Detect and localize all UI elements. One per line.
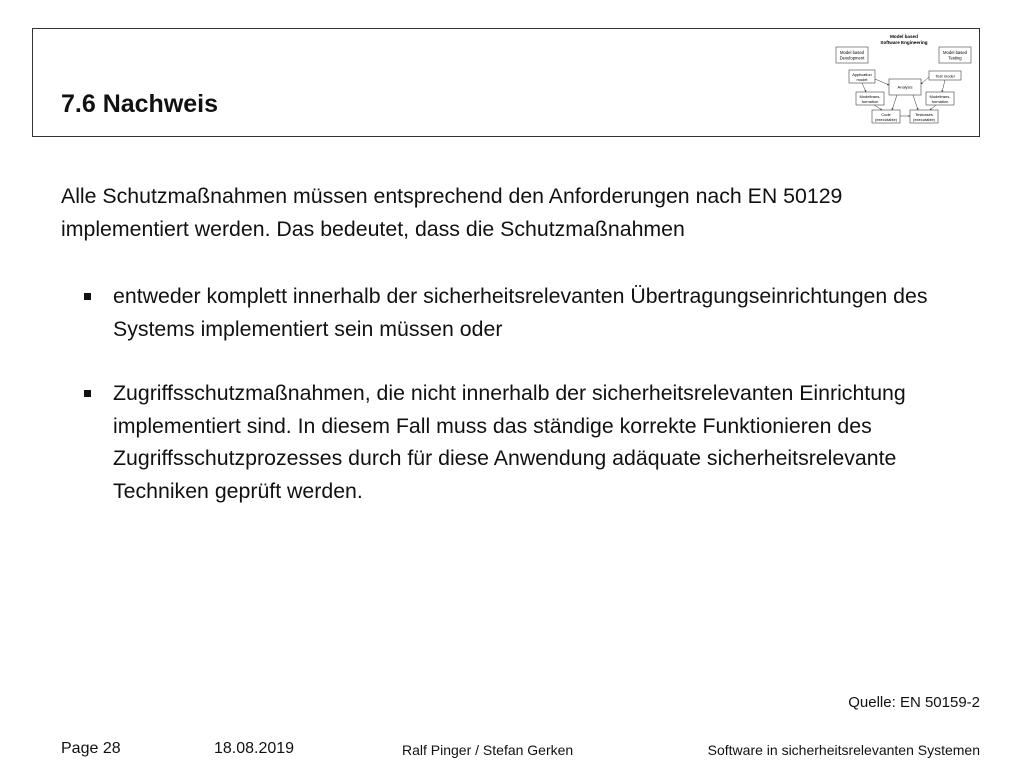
- diagram-testcases-line1: Testcases: [915, 112, 933, 117]
- footer-page: Page 28: [61, 740, 121, 757]
- diagram-testcases-line2: (executable): [912, 117, 936, 122]
- footer-course: Software in sicherheitsrelevanten Systemen: [707, 742, 980, 758]
- content: [61, 180, 961, 507]
- diagram-title-line2: Software Engineering: [880, 40, 928, 45]
- diagram-code-line2: (executable): [874, 117, 898, 122]
- diagram-code-line1: Code: [881, 112, 891, 117]
- diagram-test-line1: Model based: [943, 50, 967, 55]
- mbse-diagram: [832, 30, 977, 130]
- diagram-trans-right-line2: formation: [931, 99, 949, 104]
- diagram-testmodel-label: Test model: [935, 73, 955, 79]
- diagram-test-line2: Testing: [948, 55, 962, 61]
- bullet-text: Zugriffsschutzmaßnahmen, die nicht innerhalb der sicherheitsrelevanten Einrichtung implementiert sind. In diesem Fall muss das ständige korrekte Funktionieren des Zugriffsschutzprozesses durch für diese Anwendung adäquate sicherheitsrelevante Techniken geprüft werden.: [113, 381, 906, 503]
- bullet-text: entweder komplett innerhalb der sicherheitsrelevanten Übertragungseinrichtungen des Systems implementiert sein müssen oder: [113, 284, 928, 341]
- diagram-dev-line1: Model based: [840, 50, 864, 55]
- bullet-item: [61, 280, 961, 345]
- diagram-app-line1: Application: [852, 72, 872, 77]
- diagram-analysis-label: Analysis: [897, 84, 913, 90]
- diagram-app-line2: model: [856, 77, 868, 82]
- footer-date: 18.08.2019: [214, 740, 295, 757]
- diagram-trans-left-line2: formation: [861, 99, 879, 104]
- source-note: Quelle: EN 50159-2: [848, 694, 980, 711]
- square-bullet-icon: [84, 390, 91, 397]
- square-bullet-icon: [84, 293, 91, 300]
- footer-authors: Ralf Pinger / Stefan Gerken: [402, 742, 574, 758]
- diagram-trans-left-line1: Modeltrans-: [859, 94, 881, 99]
- bullet-list: [61, 280, 961, 507]
- page-title: 7.6 Nachweis: [61, 90, 219, 118]
- diagram-dev-line2: Development: [839, 55, 865, 61]
- bullet-item: [61, 377, 961, 507]
- intro-text: Alle Schutzmaßnahmen müssen entsprechend den Anforderungen nach EN 50129 implementiert werden. Das bedeutet, dass die Schutzmaßnahmen: [61, 184, 843, 241]
- diagram-trans-right-line1: Modeltrans-: [929, 94, 951, 99]
- diagram-title-line1: Model based: [890, 34, 918, 39]
